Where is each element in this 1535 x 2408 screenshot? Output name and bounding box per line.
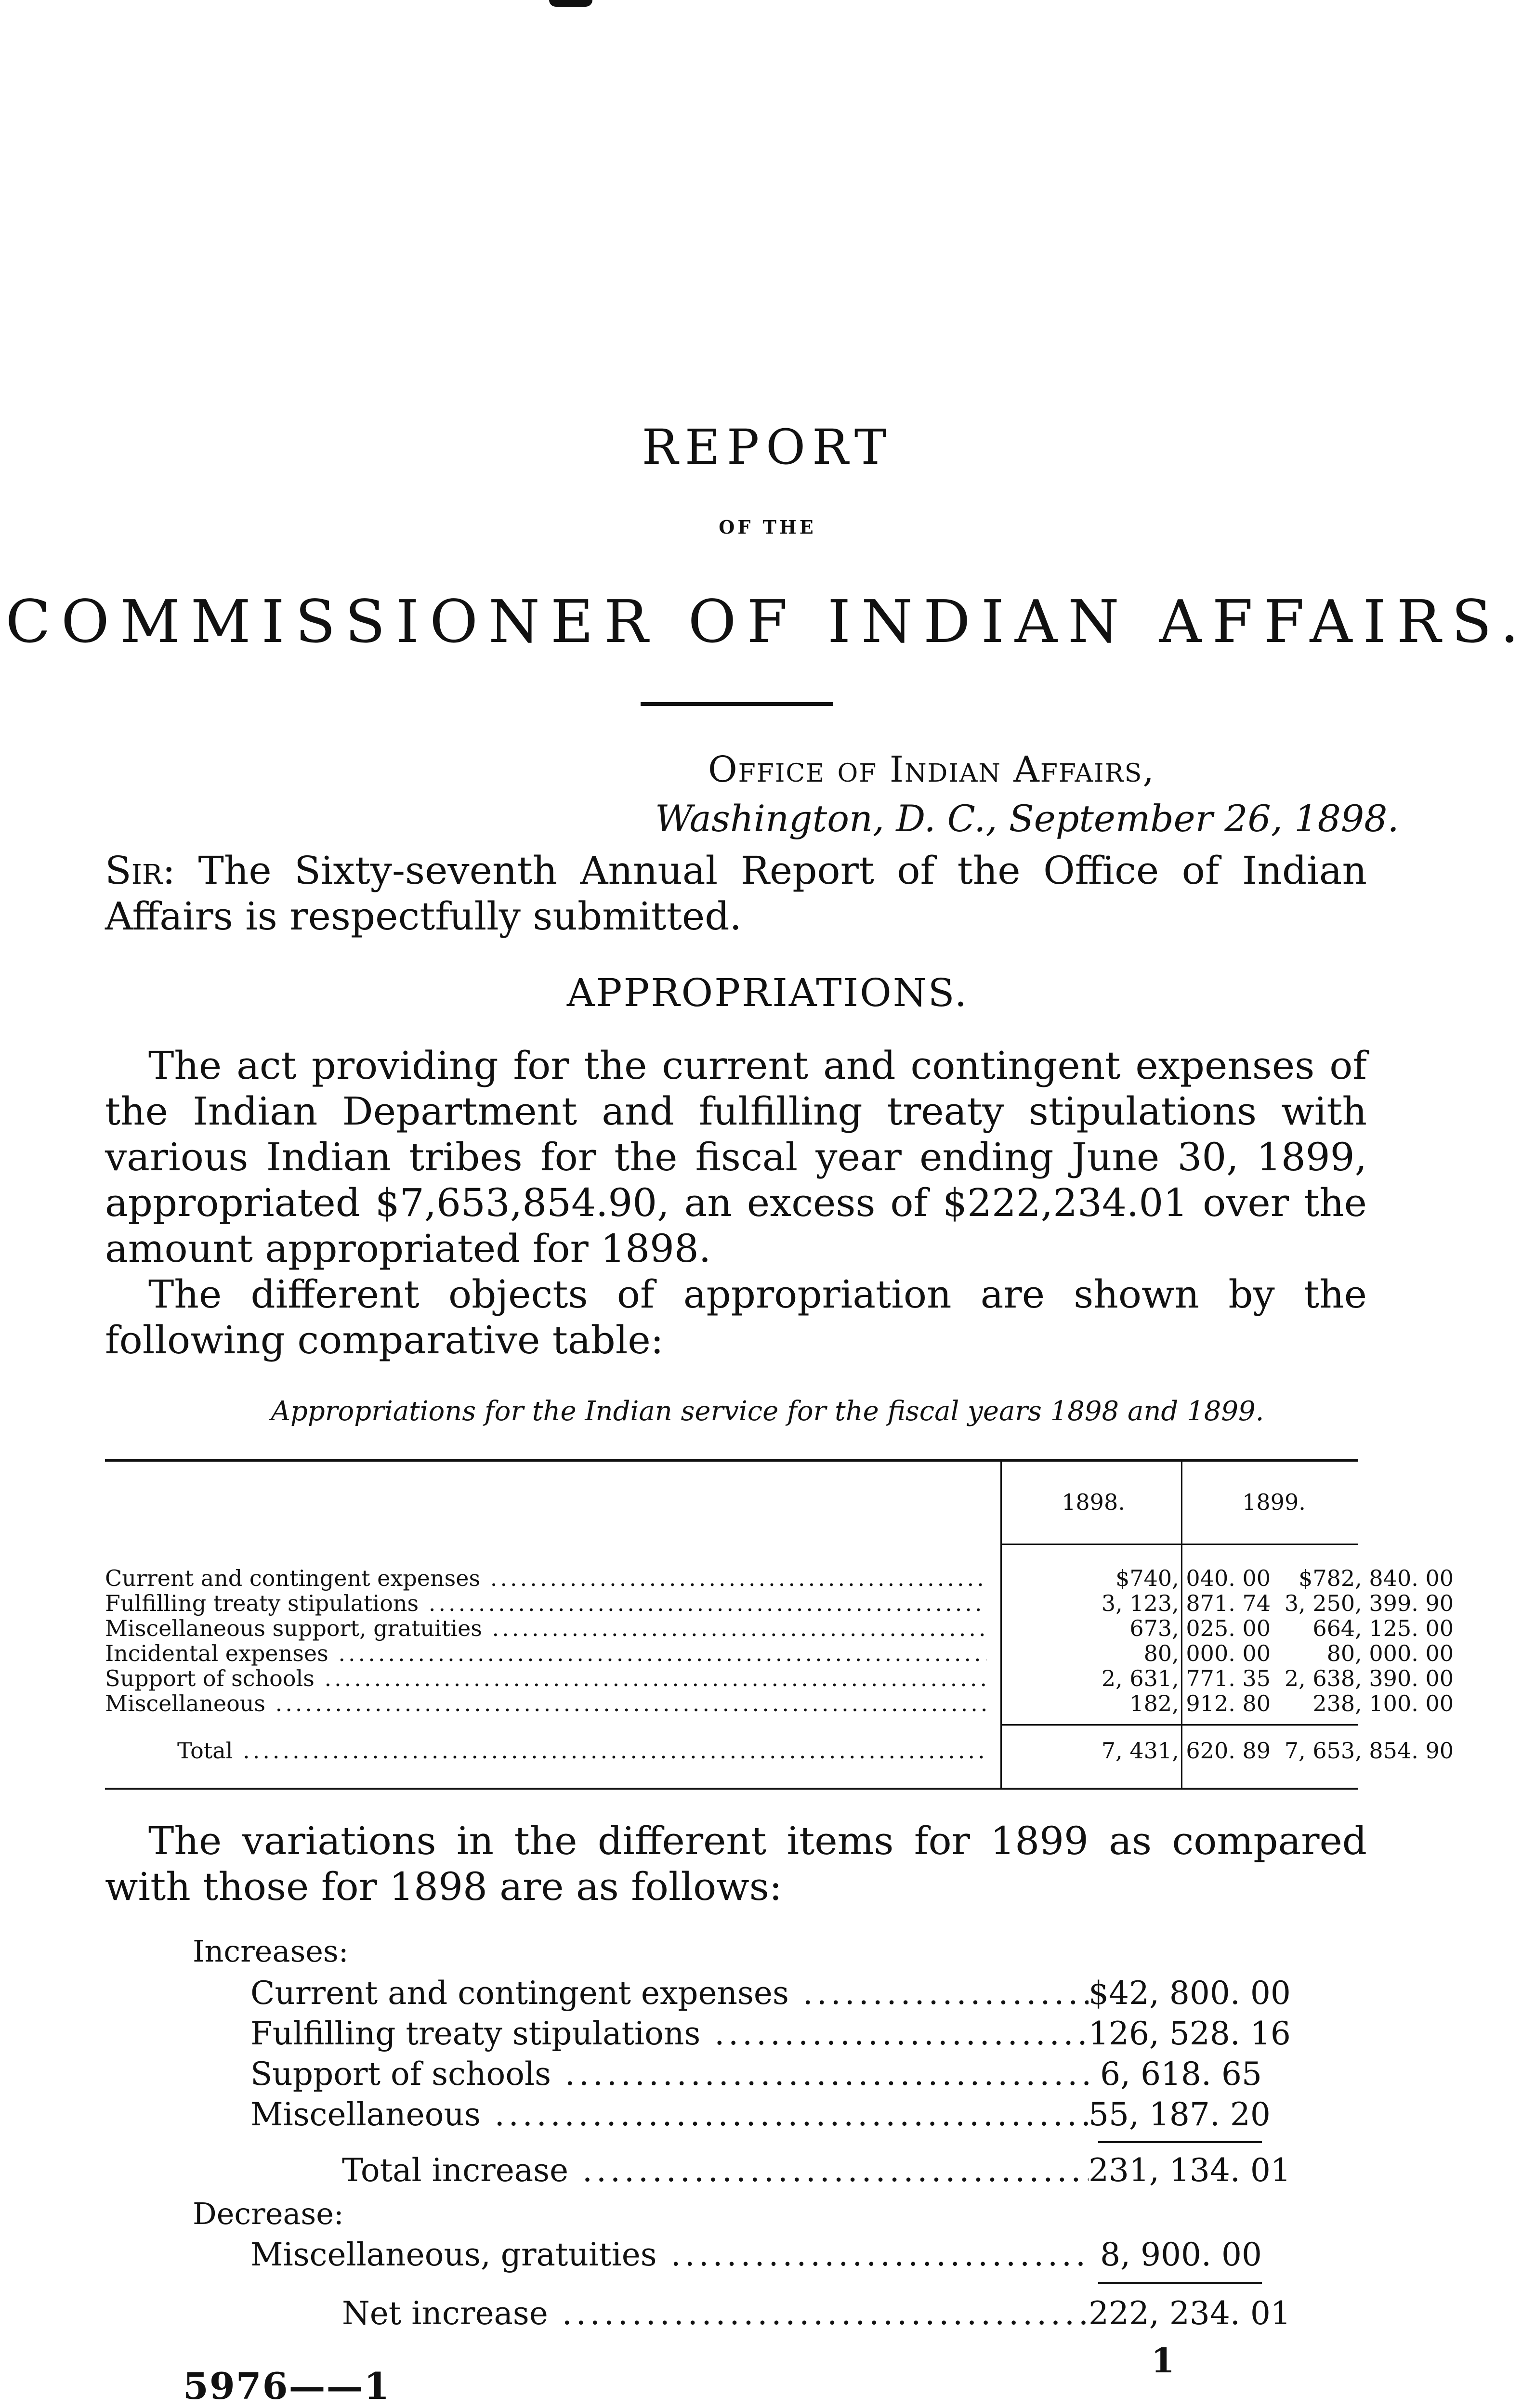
sum-rule bbox=[1098, 2282, 1262, 2284]
row-value-1898: 80, 000. 00 bbox=[1143, 1640, 1271, 1666]
increase-value: $42, 800. 00 bbox=[1089, 1973, 1262, 2014]
decrease-value: 8, 900. 00 bbox=[1089, 2235, 1262, 2275]
of-the-label: OF THE bbox=[719, 516, 816, 538]
table-row bbox=[105, 1565, 1454, 1591]
row-value-1898: 673, 025. 00 bbox=[1129, 1615, 1271, 1641]
row-value-1898: 182, 912. 80 bbox=[1129, 1690, 1271, 1716]
top-edge-mark bbox=[549, 0, 592, 7]
total-label: Total ..... bbox=[105, 1738, 986, 1764]
row-value-1899: 664, 125. 00 bbox=[1312, 1615, 1454, 1641]
total-value-1899: 7, 653, 854. 90 bbox=[1284, 1738, 1454, 1764]
increase-label: Miscellaneous ..... bbox=[250, 2094, 1117, 2135]
column-header-1899: 1899. bbox=[1242, 1489, 1306, 1515]
salutation: Sir: bbox=[105, 848, 176, 893]
paragraph-3: The variations in the different items for 1899 as compared with those for 1898 are as follows: bbox=[105, 1819, 1367, 1909]
paragraph-2: The different objects of appropriation are shown by the following comparative table: bbox=[105, 1272, 1367, 1362]
total-increase-label: Total increase ..... bbox=[342, 2150, 1113, 2191]
row-label: Miscellaneous ..... bbox=[105, 1690, 986, 1716]
row-value-1899: $782, 840. 00 bbox=[1299, 1565, 1454, 1591]
dateline: Washington, D. C., September 26, 1898. bbox=[655, 797, 1399, 840]
total-value-1898: 7, 431, 620. 89 bbox=[1101, 1738, 1271, 1764]
sum-rule bbox=[1098, 2141, 1262, 2143]
table-row bbox=[105, 1640, 1454, 1666]
row-label: Fulfilling treaty stipulations ..... bbox=[105, 1590, 986, 1616]
table-total-row bbox=[105, 1738, 1454, 1764]
row-value-1898: $740, 040. 00 bbox=[1115, 1565, 1271, 1591]
table-row bbox=[105, 1615, 1454, 1641]
section-heading: APPROPRIATIONS. bbox=[566, 970, 969, 1015]
increase-row bbox=[250, 2094, 1271, 2135]
total-increase-row bbox=[342, 2150, 1291, 2191]
page-number: 1 bbox=[1151, 2341, 1175, 2381]
increases-heading: Increases: bbox=[193, 1934, 349, 1969]
increase-value: 6, 618. 65 bbox=[1089, 2054, 1262, 2094]
table-row bbox=[105, 1590, 1454, 1616]
title-divider bbox=[641, 702, 833, 706]
report-subtitle: COMMISSIONER OF INDIAN AFFAIRS. bbox=[5, 588, 1530, 656]
header-rule bbox=[1000, 1544, 1358, 1545]
increase-row bbox=[250, 1973, 1291, 2014]
row-value-1898: 2, 631, 771. 35 bbox=[1101, 1665, 1271, 1691]
decrease-label: Miscellaneous, gratuities ..... bbox=[250, 2235, 1117, 2275]
increase-value: 126, 528. 16 bbox=[1089, 2014, 1262, 2054]
table-caption: Appropriations for the Indian service for the fiscal years 1898 and 1899. bbox=[271, 1396, 1264, 1427]
increase-label: Current and contingent expenses ..... bbox=[250, 1973, 1117, 2014]
row-value-1899: 238, 100. 00 bbox=[1312, 1690, 1454, 1716]
table-row bbox=[105, 1665, 1454, 1691]
report-title: REPORT bbox=[642, 419, 893, 475]
increase-row bbox=[250, 2054, 1262, 2094]
increase-label: Support of schools ..... bbox=[250, 2054, 1117, 2094]
office-line: Office of Indian Affairs, bbox=[708, 749, 1155, 790]
total-increase-value: 231, 134. 01 bbox=[1089, 2150, 1262, 2191]
row-label: Current and contingent expenses ..... bbox=[105, 1565, 986, 1591]
increase-label: Fulfilling treaty stipulations ..... bbox=[250, 2014, 1117, 2054]
decrease-heading: Decrease: bbox=[193, 2196, 344, 2231]
net-increase-value: 222, 234. 01 bbox=[1089, 2293, 1262, 2334]
row-label: Miscellaneous support, gratuities ..... bbox=[105, 1615, 986, 1641]
increase-value: 55, 187. 20 bbox=[1089, 2094, 1262, 2135]
row-value-1898: 3, 123, 871. 74 bbox=[1101, 1590, 1271, 1616]
net-increase-label: Net increase ..... bbox=[342, 2293, 1113, 2334]
table-top-rule bbox=[105, 1459, 1358, 1462]
intro-text: The Sixty-seventh Annual Report of the Office of Indian Affairs is respectfully submitted. bbox=[105, 848, 1367, 939]
table-bottom-rule bbox=[105, 1788, 1358, 1790]
decrease-row bbox=[250, 2235, 1262, 2275]
total-rule bbox=[1000, 1724, 1358, 1726]
printer-signature: 5976——1 bbox=[183, 2365, 391, 2408]
net-increase-row bbox=[342, 2293, 1291, 2334]
row-label: Support of schools ..... bbox=[105, 1665, 986, 1691]
table-row bbox=[105, 1690, 1454, 1716]
paragraph-1: The act providing for the current and contingent expenses of the Indian Department and fulfilling treaty stipulations with various Indian tribes for the fiscal year ending June 30, 1899, appropriated $7,653,854.90, an excess of $222,234.01 over the amount appropriated for 1898. bbox=[105, 1043, 1367, 1271]
column-header-1898: 1898. bbox=[1062, 1489, 1125, 1515]
row-value-1899: 2, 638, 390. 00 bbox=[1284, 1665, 1454, 1691]
intro-paragraph bbox=[105, 848, 1367, 939]
row-label: Incidental expenses ..... bbox=[105, 1640, 986, 1666]
increase-row bbox=[250, 2014, 1291, 2054]
row-value-1899: 3, 250, 399. 90 bbox=[1284, 1590, 1454, 1616]
row-value-1899: 80, 000. 00 bbox=[1326, 1640, 1454, 1666]
